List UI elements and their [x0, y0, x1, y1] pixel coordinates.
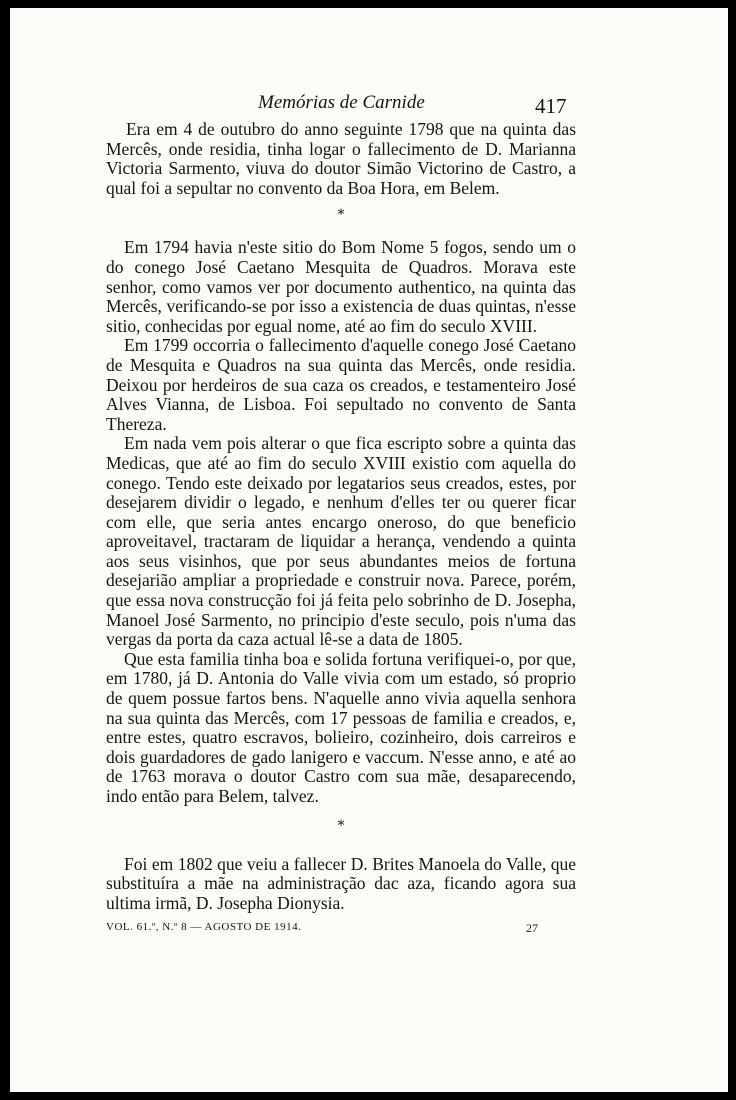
page-number: 417	[535, 94, 567, 118]
signature-mark: 27	[526, 921, 538, 936]
scan-border-bottom	[0, 1092, 736, 1100]
section-separator-1: *	[337, 207, 345, 224]
running-title: Memórias de Carnide	[258, 92, 425, 113]
page-footer	[106, 917, 576, 939]
scan-border-right	[728, 0, 736, 1100]
paragraph-2: Em 1794 havia n'este sitio do Bom Nome 5 fogos, sendo um o do conego José Caetano Mesquita de Quadros. Morava este senhor, como vamos ver por documento authentico, na quinta das Mercês, verificando-se por isso a existencia de duas quintas, n'esse sitio, conhecidas por egual nome, até ao fim do seculo XVIII.	[106, 237, 576, 336]
scan-border-top	[0, 0, 736, 8]
section-separator-2: *	[337, 817, 345, 834]
paragraph-6: Foi em 1802 que veiu a fallecer D. Brites Manoela do Valle, que substituíra a mãe na administração dac aza, ficando agora sua ultima irmã, D. Josepha Dionysia.	[106, 853, 576, 913]
volume-info: VOL. 61.º, N.º 8 — AGOSTO DE 1914.	[106, 921, 302, 934]
scan-border-left	[0, 0, 10, 1100]
running-head	[106, 88, 576, 118]
document-page	[106, 88, 576, 939]
paragraph-4: Em nada vem pois alterar o que fica escripto sobre a quinta das Medicas, que até ao fim do seculo XVIII existio com aquella do conego. Tendo este deixado por legatarios seus creados, estes, por desejarem dividir o legado, e nenhum d'elles ter ou querer ficar com elle, que seria antes encargo oneroso, do que beneficio aproveitavel, tractaram de liquidar a herança, vendendo a quinta aos seus visinhos, que por seus abundantes meios de fortuna desejarião ampliar a propriedade e construir nova. Parece, porém, que essa nova construcção foi já feita pelo sobrinho de D. Josepha, Manoel José Sarmento, no principio d'este seculo, pois n'uma das vergas da porta da caza actual lê-se a data de 1805.	[106, 433, 576, 650]
paragraph-5: Que esta familia tinha boa e solida fortuna verifiquei-o, por que, em 1780, já D. Antonia do Valle vivia com um estado, só proprio de quem possue fartos bens. N'aquelle anno vivia aquella senhora na sua quinta das Mercês, com 17 pessoas de familia e creados, e, entre estes, quatro escravos, bolieiro, cozinheiro, dois carreiros e dois guardadores de gado lanigero e vaccum. N'esse anno, e até ao de 1763 morava o doutor Castro com sua mãe, desaparecendo, indo então para Belem, talvez.	[106, 648, 576, 806]
paragraph-3: Em 1799 occorria o fallecimento d'aquelle conego José Caetano de Mesquita e Quadros na sua quinta das Mercês, onde residia. Deixou por herdeiros de sua caza os creados, e testamenteiro José Alves Vianna, de Lisboa. Foi sepultado no convento de Santa Thereza.	[106, 335, 576, 434]
paragraph-1: Era em 4 de outubro do anno seguinte 1798 que na quinta das Mercês, onde residia, tinha logar o fallecimento de D. Marianna Victoria Sarmento, viuva do doutor Simão Victorino de Castro, a qual foi a sepultar no convento da Boa Hora, em Belem.	[106, 119, 576, 198]
